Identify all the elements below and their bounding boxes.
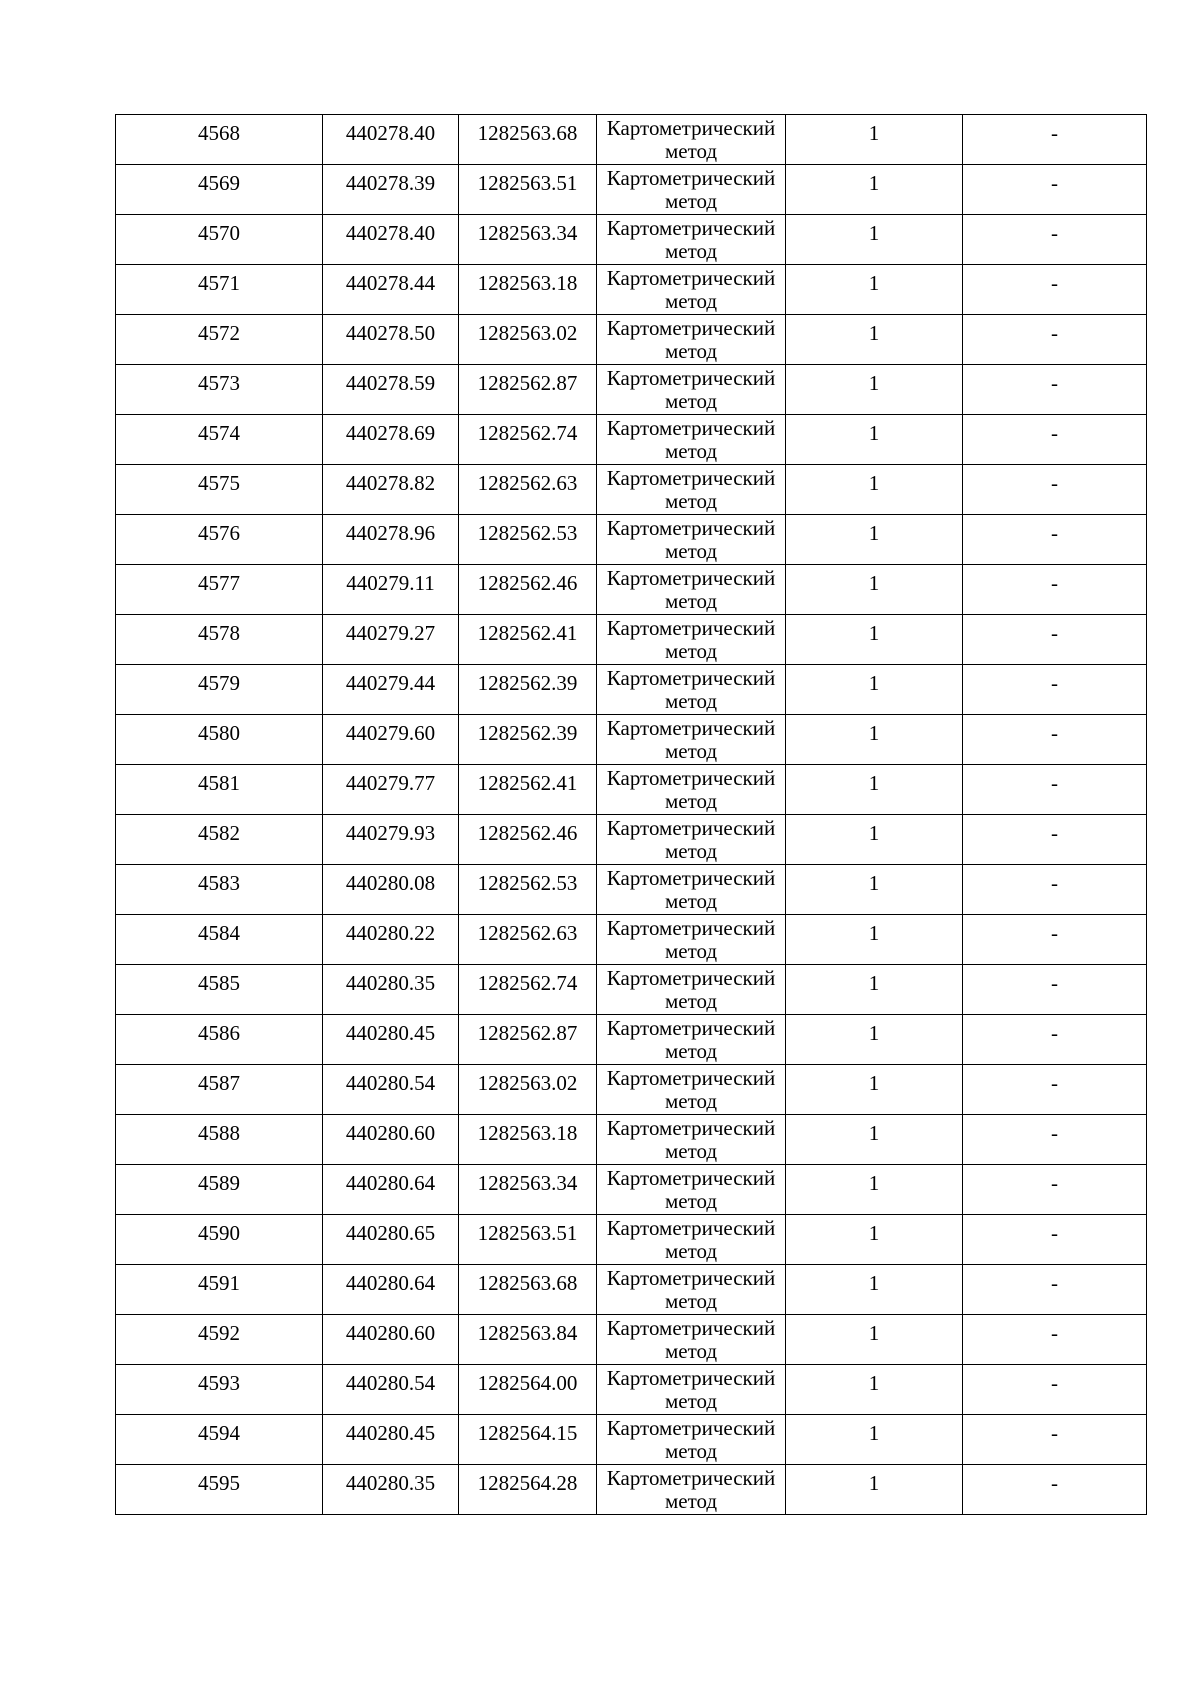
method-text-line2: метод [664, 1089, 718, 1113]
y-coordinate-cell: 1282562.74 [459, 965, 597, 1015]
x-coordinate-cell: 440280.65 [323, 1215, 459, 1265]
point-number-cell: 4593 [116, 1365, 323, 1415]
note-cell: - [963, 415, 1147, 465]
table-row [116, 765, 1147, 815]
accuracy-cell: 1 [786, 1065, 963, 1115]
accuracy-cell: 1 [786, 265, 963, 315]
method-cell [597, 415, 786, 465]
accuracy-cell: 1 [786, 465, 963, 515]
method-text-line2: метод [664, 1189, 718, 1213]
accuracy-cell: 1 [786, 615, 963, 665]
point-number-cell: 4579 [116, 665, 323, 715]
method-text-line1: Картометрический [606, 866, 776, 890]
method-text-line2: метод [664, 539, 718, 563]
y-coordinate-cell: 1282562.87 [459, 1015, 597, 1065]
method-text-line2: метод [664, 639, 718, 663]
table-row [116, 915, 1147, 965]
y-coordinate-cell: 1282563.51 [459, 165, 597, 215]
method-cell [597, 765, 786, 815]
method-cell [597, 915, 786, 965]
note-cell: - [963, 515, 1147, 565]
method-cell [597, 815, 786, 865]
note-cell: - [963, 615, 1147, 665]
method-text-line1: Картометрический [606, 1366, 776, 1390]
point-number-cell: 4594 [116, 1415, 323, 1465]
table-row [116, 1465, 1147, 1515]
table-row [116, 1415, 1147, 1465]
method-text-line2: метод [664, 1239, 718, 1263]
x-coordinate-cell: 440278.50 [323, 315, 459, 365]
method-text-line1: Картометрический [606, 1116, 776, 1140]
accuracy-cell: 1 [786, 815, 963, 865]
method-text-line1: Картометрический [606, 916, 776, 940]
point-number-cell: 4575 [116, 465, 323, 515]
x-coordinate-cell: 440280.60 [323, 1115, 459, 1165]
note-cell: - [963, 715, 1147, 765]
coordinates-table-body [116, 115, 1147, 1515]
note-cell: - [963, 1015, 1147, 1065]
y-coordinate-cell: 1282564.00 [459, 1365, 597, 1415]
method-text-line2: метод [664, 789, 718, 813]
x-coordinate-cell: 440278.39 [323, 165, 459, 215]
method-cell [597, 865, 786, 915]
method-text-line2: метод [664, 1439, 718, 1463]
x-coordinate-cell: 440278.59 [323, 365, 459, 415]
y-coordinate-cell: 1282562.39 [459, 715, 597, 765]
method-cell [597, 1265, 786, 1315]
x-coordinate-cell: 440280.45 [323, 1415, 459, 1465]
y-coordinate-cell: 1282562.87 [459, 365, 597, 415]
table-row [116, 215, 1147, 265]
y-coordinate-cell: 1282562.39 [459, 665, 597, 715]
note-cell: - [963, 765, 1147, 815]
method-text-line2: метод [664, 1039, 718, 1063]
note-cell: - [963, 1065, 1147, 1115]
table-row [116, 865, 1147, 915]
method-text-line1: Картометрический [606, 1466, 776, 1490]
method-text-line2: метод [664, 389, 718, 413]
note-cell: - [963, 865, 1147, 915]
table-row [116, 1065, 1147, 1115]
method-cell [597, 315, 786, 365]
point-number-cell: 4592 [116, 1315, 323, 1365]
table-row [116, 465, 1147, 515]
y-coordinate-cell: 1282563.18 [459, 1115, 597, 1165]
accuracy-cell: 1 [786, 365, 963, 415]
note-cell: - [963, 1315, 1147, 1365]
method-text-line2: метод [664, 289, 718, 313]
table-row [116, 815, 1147, 865]
x-coordinate-cell: 440279.60 [323, 715, 459, 765]
table-row [116, 515, 1147, 565]
method-text-line2: метод [664, 689, 718, 713]
x-coordinate-cell: 440280.22 [323, 915, 459, 965]
note-cell: - [963, 1365, 1147, 1415]
method-text-line1: Картометрический [606, 316, 776, 340]
method-cell [597, 615, 786, 665]
accuracy-cell: 1 [786, 765, 963, 815]
x-coordinate-cell: 440278.96 [323, 515, 459, 565]
point-number-cell: 4589 [116, 1165, 323, 1215]
method-cell [597, 1315, 786, 1365]
x-coordinate-cell: 440280.08 [323, 865, 459, 915]
table-row [116, 365, 1147, 415]
table-row [116, 415, 1147, 465]
note-cell: - [963, 1215, 1147, 1265]
point-number-cell: 4571 [116, 265, 323, 315]
x-coordinate-cell: 440278.40 [323, 215, 459, 265]
note-cell: - [963, 1115, 1147, 1165]
point-number-cell: 4570 [116, 215, 323, 265]
x-coordinate-cell: 440279.27 [323, 615, 459, 665]
note-cell: - [963, 265, 1147, 315]
note-cell: - [963, 665, 1147, 715]
y-coordinate-cell: 1282563.84 [459, 1315, 597, 1365]
x-coordinate-cell: 440280.35 [323, 1465, 459, 1515]
point-number-cell: 4585 [116, 965, 323, 1015]
note-cell: - [963, 115, 1147, 165]
accuracy-cell: 1 [786, 715, 963, 765]
accuracy-cell: 1 [786, 965, 963, 1015]
y-coordinate-cell: 1282563.51 [459, 1215, 597, 1265]
y-coordinate-cell: 1282562.46 [459, 815, 597, 865]
accuracy-cell: 1 [786, 1215, 963, 1265]
y-coordinate-cell: 1282562.74 [459, 415, 597, 465]
method-text-line1: Картометрический [606, 116, 776, 140]
method-text-line2: метод [664, 239, 718, 263]
method-text-line1: Картометрический [606, 366, 776, 390]
note-cell: - [963, 965, 1147, 1015]
note-cell: - [963, 915, 1147, 965]
coordinates-table [115, 114, 1147, 1515]
accuracy-cell: 1 [786, 1165, 963, 1215]
x-coordinate-cell: 440280.35 [323, 965, 459, 1015]
method-cell [597, 665, 786, 715]
x-coordinate-cell: 440279.77 [323, 765, 459, 815]
method-cell [597, 1065, 786, 1115]
method-cell [597, 715, 786, 765]
method-text-line1: Картометрический [606, 516, 776, 540]
method-text-line2: метод [664, 839, 718, 863]
method-cell [597, 1465, 786, 1515]
method-text-line2: метод [664, 889, 718, 913]
method-text-line1: Картометрический [606, 1066, 776, 1090]
y-coordinate-cell: 1282563.34 [459, 1165, 597, 1215]
method-text-line2: метод [664, 489, 718, 513]
method-cell [597, 1215, 786, 1265]
method-cell [597, 215, 786, 265]
accuracy-cell: 1 [786, 515, 963, 565]
y-coordinate-cell: 1282562.53 [459, 865, 597, 915]
method-text-line1: Картометрический [606, 666, 776, 690]
accuracy-cell: 1 [786, 1415, 963, 1465]
table-row [116, 665, 1147, 715]
method-text-line1: Картометрический [606, 1016, 776, 1040]
method-text-line1: Картометрический [606, 1166, 776, 1190]
method-text-line2: метод [664, 989, 718, 1013]
method-cell [597, 565, 786, 615]
y-coordinate-cell: 1282562.63 [459, 915, 597, 965]
point-number-cell: 4582 [116, 815, 323, 865]
note-cell: - [963, 1165, 1147, 1215]
method-text-line1: Картометрический [606, 416, 776, 440]
method-text-line2: метод [664, 739, 718, 763]
method-cell [597, 365, 786, 415]
point-number-cell: 4574 [116, 415, 323, 465]
accuracy-cell: 1 [786, 915, 963, 965]
point-number-cell: 4587 [116, 1065, 323, 1115]
table-row [116, 715, 1147, 765]
method-text-line2: метод [664, 439, 718, 463]
x-coordinate-cell: 440280.54 [323, 1365, 459, 1415]
table-row [116, 165, 1147, 215]
point-number-cell: 4572 [116, 315, 323, 365]
accuracy-cell: 1 [786, 665, 963, 715]
table-row [116, 615, 1147, 665]
table-row [116, 565, 1147, 615]
method-text-line1: Картометрический [606, 1416, 776, 1440]
method-text-line2: метод [664, 339, 718, 363]
accuracy-cell: 1 [786, 415, 963, 465]
method-cell [597, 1015, 786, 1065]
method-text-line1: Картометрический [606, 716, 776, 740]
point-number-cell: 4586 [116, 1015, 323, 1065]
method-text-line1: Картометрический [606, 466, 776, 490]
method-cell [597, 1165, 786, 1215]
method-text-line1: Картометрический [606, 1266, 776, 1290]
method-cell [597, 965, 786, 1015]
point-number-cell: 4591 [116, 1265, 323, 1315]
table-row [116, 315, 1147, 365]
note-cell: - [963, 165, 1147, 215]
method-text-line1: Картометрический [606, 616, 776, 640]
accuracy-cell: 1 [786, 1015, 963, 1065]
point-number-cell: 4576 [116, 515, 323, 565]
y-coordinate-cell: 1282563.02 [459, 315, 597, 365]
method-cell [597, 165, 786, 215]
point-number-cell: 4588 [116, 1115, 323, 1165]
method-cell [597, 1365, 786, 1415]
point-number-cell: 4578 [116, 615, 323, 665]
method-cell [597, 1415, 786, 1465]
y-coordinate-cell: 1282563.68 [459, 1265, 597, 1315]
point-number-cell: 4577 [116, 565, 323, 615]
x-coordinate-cell: 440278.40 [323, 115, 459, 165]
y-coordinate-cell: 1282564.28 [459, 1465, 597, 1515]
accuracy-cell: 1 [786, 165, 963, 215]
method-text-line2: метод [664, 1489, 718, 1513]
method-text-line2: метод [664, 1289, 718, 1313]
y-coordinate-cell: 1282564.15 [459, 1415, 597, 1465]
note-cell: - [963, 465, 1147, 515]
y-coordinate-cell: 1282562.41 [459, 615, 597, 665]
x-coordinate-cell: 440280.64 [323, 1165, 459, 1215]
method-text-line1: Картометрический [606, 216, 776, 240]
point-number-cell: 4595 [116, 1465, 323, 1515]
method-text-line1: Картометрический [606, 266, 776, 290]
method-text-line2: метод [664, 589, 718, 613]
accuracy-cell: 1 [786, 115, 963, 165]
accuracy-cell: 1 [786, 315, 963, 365]
x-coordinate-cell: 440280.60 [323, 1315, 459, 1365]
method-text-line1: Картометрический [606, 1216, 776, 1240]
method-cell [597, 265, 786, 315]
point-number-cell: 4584 [116, 915, 323, 965]
point-number-cell: 4590 [116, 1215, 323, 1265]
point-number-cell: 4581 [116, 765, 323, 815]
method-text-line1: Картометрический [606, 1316, 776, 1340]
point-number-cell: 4573 [116, 365, 323, 415]
method-text-line1: Картометрический [606, 966, 776, 990]
x-coordinate-cell: 440280.45 [323, 1015, 459, 1065]
y-coordinate-cell: 1282563.18 [459, 265, 597, 315]
note-cell: - [963, 1465, 1147, 1515]
note-cell: - [963, 315, 1147, 365]
table-row [116, 1215, 1147, 1265]
x-coordinate-cell: 440278.69 [323, 415, 459, 465]
point-number-cell: 4580 [116, 715, 323, 765]
method-cell [597, 1115, 786, 1165]
table-row [116, 1115, 1147, 1165]
table-row [116, 1265, 1147, 1315]
y-coordinate-cell: 1282562.53 [459, 515, 597, 565]
note-cell: - [963, 565, 1147, 615]
method-text-line1: Картометрический [606, 816, 776, 840]
note-cell: - [963, 815, 1147, 865]
y-coordinate-cell: 1282562.46 [459, 565, 597, 615]
method-text-line2: метод [664, 1389, 718, 1413]
method-text-line2: метод [664, 1139, 718, 1163]
y-coordinate-cell: 1282562.41 [459, 765, 597, 815]
note-cell: - [963, 365, 1147, 415]
method-text-line1: Картометрический [606, 766, 776, 790]
method-cell [597, 465, 786, 515]
x-coordinate-cell: 440279.11 [323, 565, 459, 615]
x-coordinate-cell: 440280.64 [323, 1265, 459, 1315]
table-row [116, 1165, 1147, 1215]
x-coordinate-cell: 440280.54 [323, 1065, 459, 1115]
method-text-line2: метод [664, 939, 718, 963]
accuracy-cell: 1 [786, 1265, 963, 1315]
method-text-line1: Картометрический [606, 166, 776, 190]
note-cell: - [963, 1415, 1147, 1465]
method-text-line2: метод [664, 1339, 718, 1363]
accuracy-cell: 1 [786, 1465, 963, 1515]
method-cell [597, 115, 786, 165]
method-text-line1: Картометрический [606, 566, 776, 590]
y-coordinate-cell: 1282562.63 [459, 465, 597, 515]
accuracy-cell: 1 [786, 215, 963, 265]
table-row [116, 265, 1147, 315]
y-coordinate-cell: 1282563.02 [459, 1065, 597, 1115]
accuracy-cell: 1 [786, 1315, 963, 1365]
table-row [116, 1015, 1147, 1065]
table-row [116, 965, 1147, 1015]
method-text-line2: метод [664, 189, 718, 213]
y-coordinate-cell: 1282563.68 [459, 115, 597, 165]
note-cell: - [963, 215, 1147, 265]
y-coordinate-cell: 1282563.34 [459, 215, 597, 265]
accuracy-cell: 1 [786, 565, 963, 615]
point-number-cell: 4583 [116, 865, 323, 915]
table-row [116, 115, 1147, 165]
table-row [116, 1315, 1147, 1365]
note-cell: - [963, 1265, 1147, 1315]
accuracy-cell: 1 [786, 1115, 963, 1165]
x-coordinate-cell: 440279.44 [323, 665, 459, 715]
x-coordinate-cell: 440278.44 [323, 265, 459, 315]
method-cell [597, 515, 786, 565]
point-number-cell: 4569 [116, 165, 323, 215]
accuracy-cell: 1 [786, 865, 963, 915]
method-text-line2: метод [664, 139, 718, 163]
x-coordinate-cell: 440278.82 [323, 465, 459, 515]
accuracy-cell: 1 [786, 1365, 963, 1415]
table-row [116, 1365, 1147, 1415]
x-coordinate-cell: 440279.93 [323, 815, 459, 865]
point-number-cell: 4568 [116, 115, 323, 165]
